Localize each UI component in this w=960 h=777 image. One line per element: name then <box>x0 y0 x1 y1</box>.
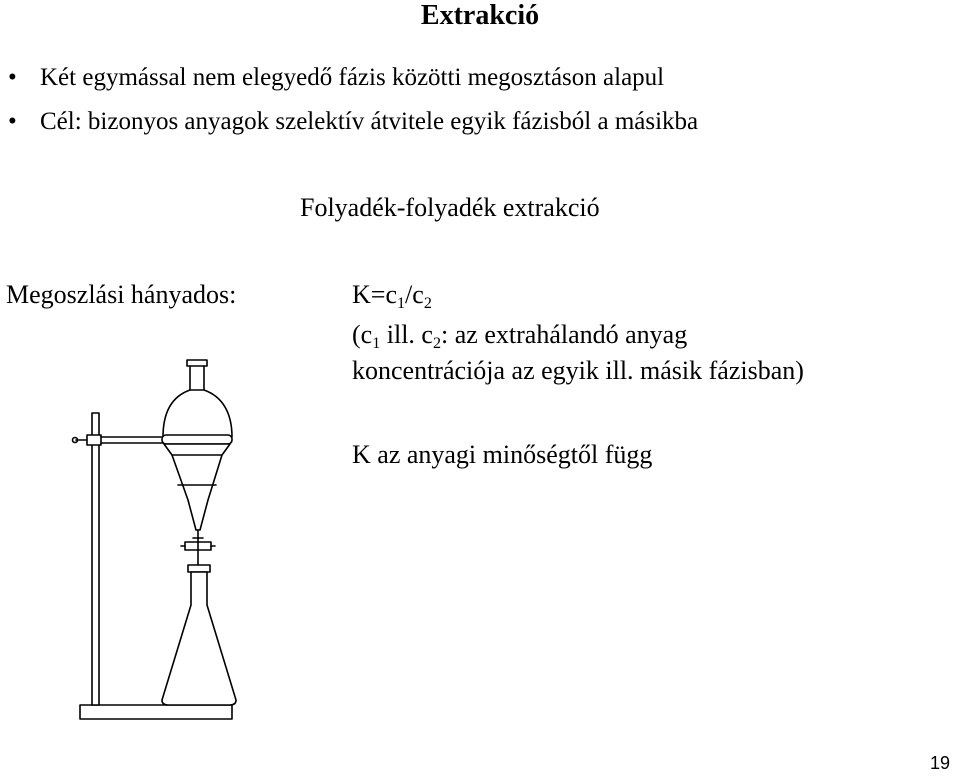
bullet-marker: • <box>8 64 17 91</box>
statement-text: K az anyagi minőségtől függ <box>352 440 653 469</box>
formula-k: K=c <box>352 280 397 309</box>
note-part: : az extrahálandó anyag <box>441 320 688 349</box>
bullet-text: Két egymással nem elegyedő fázis közötti megosztáson alapul <box>40 64 665 91</box>
erlenmeyer-flask <box>162 565 236 705</box>
note-subscript-1: 1 <box>372 334 381 352</box>
clamp <box>73 435 165 445</box>
page-number: 19 <box>929 753 950 773</box>
stand-base <box>80 705 232 719</box>
bullet-item-2 <box>8 107 698 137</box>
section-subtitle: Folyadék-folyadék extrakció <box>300 193 600 222</box>
partition-formula <box>352 280 432 313</box>
bullet-marker: • <box>8 108 17 135</box>
stand-rod <box>92 413 99 705</box>
stopcock <box>181 530 215 570</box>
formula-mid: /c <box>405 280 424 309</box>
funnel-bulb-top <box>163 390 232 437</box>
partition-label: Megoszlási hányados: <box>6 280 237 309</box>
formula-subscript-1: 1 <box>396 294 406 312</box>
formula-note-line-1 <box>352 320 687 353</box>
bullet-item-1 <box>8 63 664 93</box>
slide-title: Extrakció <box>420 0 540 31</box>
note-part: ill. c <box>380 320 433 349</box>
support-ring <box>162 435 232 444</box>
note-part: (c <box>352 320 373 349</box>
note-subscript-2: 2 <box>432 334 442 352</box>
funnel-stopper <box>187 360 207 390</box>
bullet-text: Cél: bizonyos anyagok szelektív átvitele egyik fázisból a másikba <box>40 108 699 135</box>
formula-subscript-2: 2 <box>423 294 432 312</box>
funnel-cone <box>164 444 230 530</box>
formula-note-line-2: koncentrációja az egyik ill. másik fázisban) <box>352 356 804 385</box>
separatory-funnel-illustration <box>60 355 260 725</box>
